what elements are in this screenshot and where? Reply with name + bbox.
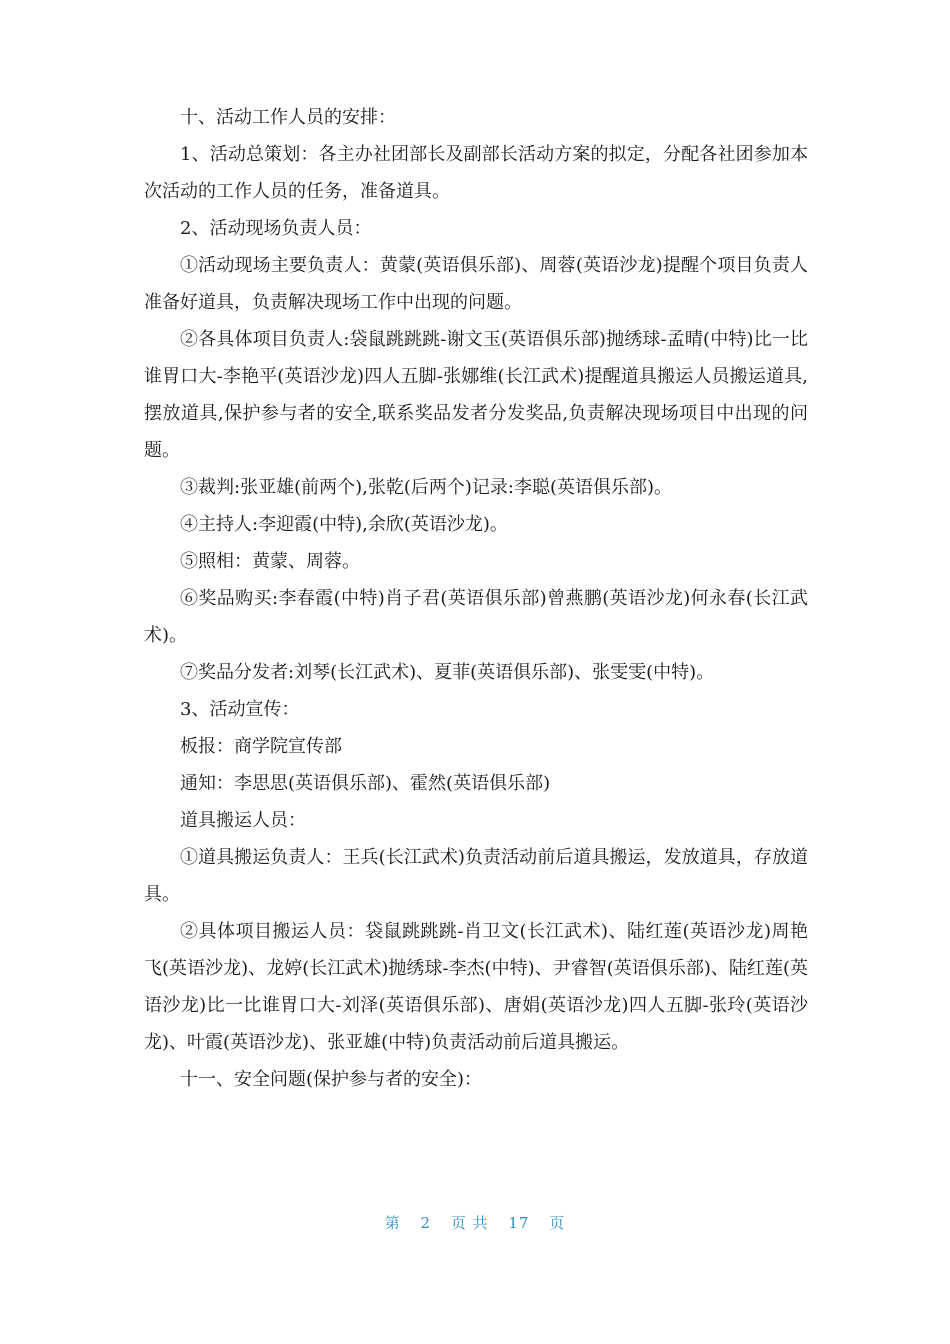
paragraph-project-leads: ②各具体项目负责人:袋鼠跳跳跳-谢文玉(英语俱乐部)抛绣球-孟晴(中特)比一比谁胃口大-李艳平(英语沙龙)四人五脚-张娜维(长江武术)提醒道具搬运人员搬运道具,摆放道具,保护参与者的安全,联系奖品发者分发奖品,负责解决现场项目中出现的问题。 [144, 329, 808, 461]
paragraph-props-movers: ②具体项目搬运人员：袋鼠跳跳跳-肖卫文(长江武术)、陆红莲(英语沙龙)周艳飞(英语沙龙)、龙婷(长江武术)抛绣球-李杰(中特)、尹睿智(英语俱乐部)、陆红莲(英语沙龙)比一比谁胃口大-刘泽(英语俱乐部)、唐娟(英语沙龙)四人五脚-张玲(英语沙龙)、叶霞(英语沙龙)、张亚雄(中特)负责活动前后道具搬运。 [144, 921, 808, 1053]
paragraph-prize-purchase: ⑥奖品购买:李春霞(中特)肖子君(英语俱乐部)曾燕鹏(英语沙龙)何永春(长江武术)。 [144, 588, 808, 646]
page-footer [0, 1212, 950, 1233]
footer-prefix: 第 [384, 1214, 401, 1232]
subheading-publicity: 3、活动宣传： [180, 699, 300, 720]
footer-middle: 页 共 [450, 1214, 489, 1232]
footer-total-pages: 17 [508, 1214, 530, 1232]
paragraph-prize-distribution: ⑦奖品分发者:刘琴(长江武术)、夏菲(英语俱乐部)、张雯雯(中特)。 [180, 662, 715, 683]
paragraph-referees: ③裁判:张亚雄(前两个),张乾(后两个)记录:李聪(英语俱乐部)。 [180, 477, 672, 498]
paragraph-overall-planning: 1、活动总策划：各主办社团部长及副部长活动方案的拟定，分配各社团参加本次活动的工作人员的任务，准备道具。 [144, 144, 808, 202]
paragraph-board: 板报：商学院宣传部 [180, 736, 342, 757]
section-heading-staff: 十、活动工作人员的安排： [180, 107, 396, 128]
subheading-onsite-staff: 2、活动现场负责人员： [180, 218, 372, 239]
document-body [144, 99, 808, 1098]
paragraph-main-leads: ①活动现场主要负责人：黄蒙(英语俱乐部)、周蓉(英语沙龙)提醒个项目负责人准备好道具，负责解决现场工作中出现的问题。 [144, 255, 808, 313]
paragraph-hosts: ④主持人:李迎霞(中特),余欣(英语沙龙)。 [180, 514, 508, 535]
paragraph-photography: ⑤照相：黄蒙、周蓉。 [180, 551, 360, 572]
footer-page-number: 2 [420, 1214, 432, 1232]
subheading-props-staff: 道具搬运人员： [180, 810, 306, 831]
paragraph-notice: 通知：李思思(英语俱乐部)、霍然(英语俱乐部) [180, 773, 551, 794]
section-heading-safety: 十一、安全问题(保护参与者的安全)： [180, 1069, 483, 1090]
paragraph-props-lead: ①道具搬运负责人：王兵(长江武术)负责活动前后道具搬运，发放道具，存放道具。 [144, 847, 808, 905]
footer-suffix: 页 [549, 1214, 566, 1232]
